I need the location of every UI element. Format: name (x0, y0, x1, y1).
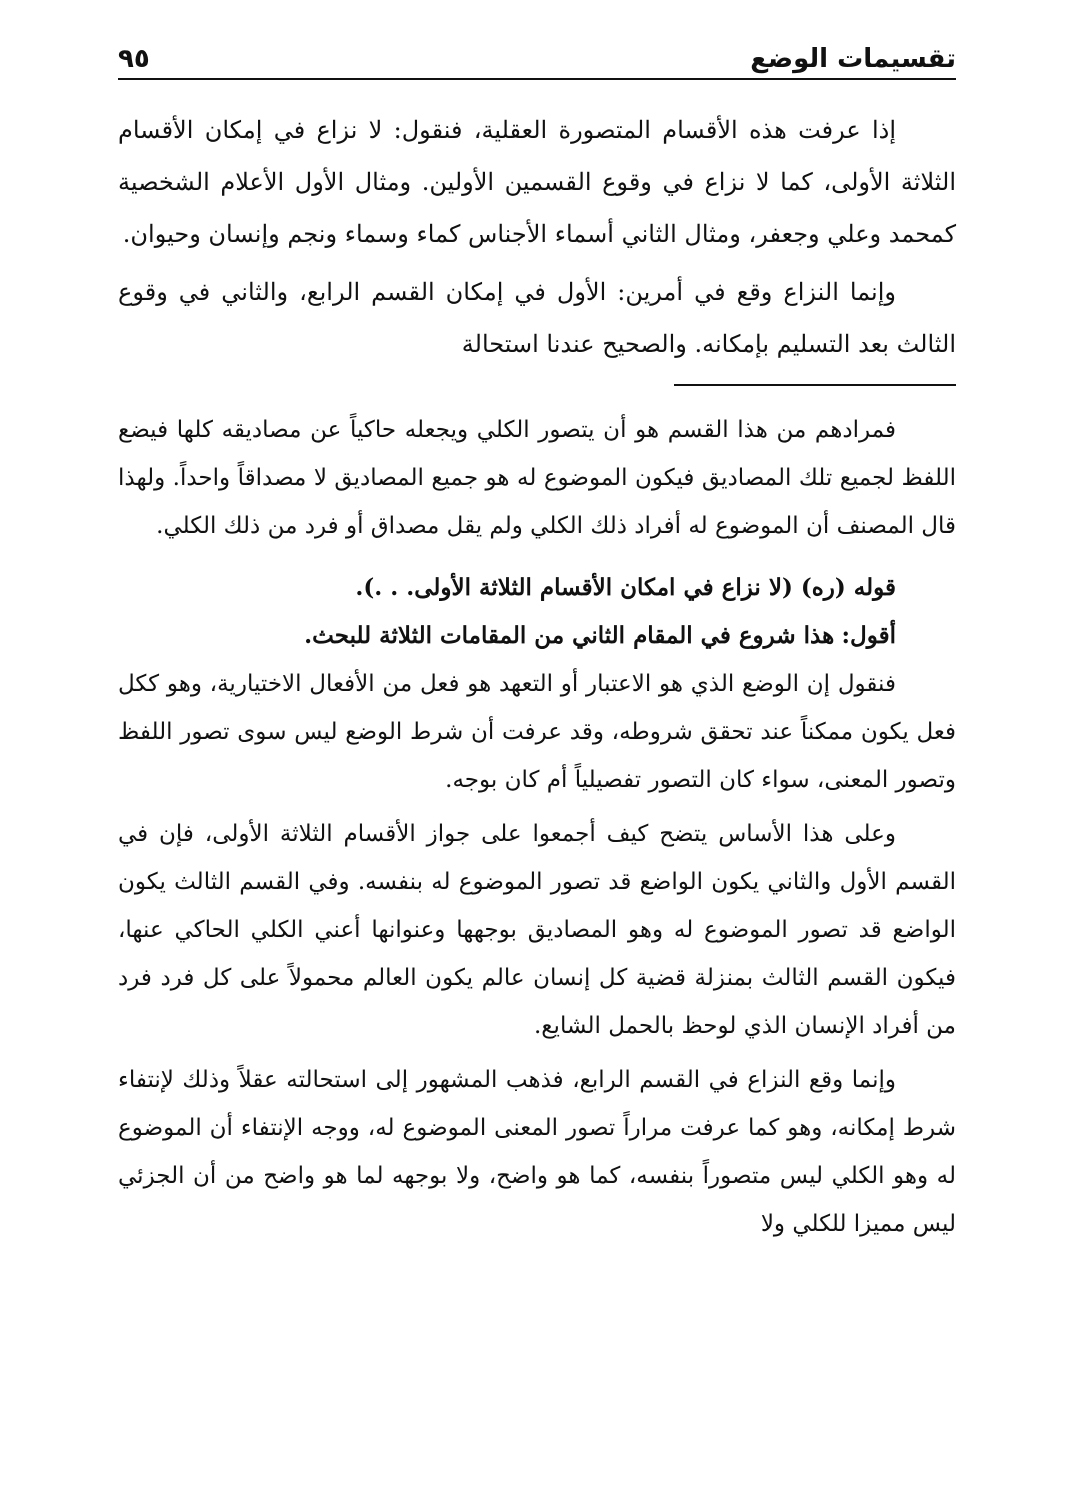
quoted-statement: قوله (ره) (لا نزاع في امكان الأقسام الثلاثة الأولى. . .). (355, 574, 896, 601)
footnote-paragraph: فنقول إن الوضع الذي هو الاعتبار أو التعهد هو فعل من الأفعال الاختيارية، وهو ككل فعل يكون ممكناً عند تحقق شروطه، وقد عرفت أن شرط الوضع ليس سوى تصور اللفظ وتصور المعنى، سواء كان التصور تفصيلياً أم كان بوجه. (118, 671, 956, 793)
footnote-paragraph: وإنما وقع النزاع في القسم الرابع، فذهب المشهور إلى استحالته عقلاً وذلك لإنتفاء شرط إمكانه، وهو كما عرفت مراراً تصور المعنى الموضوع له، ووجه الإنتفاء أن الموضوع له وهو الكلي ليس متصوراً بنفسه، كما هو واضح، ولا بوجهه لما هو واضح من أن الجزئي ليس مميزا للكلي ولا (118, 1067, 956, 1237)
main-paragraph: وإنما النزاع وقع في أمرين: الأول في إمكان القسم الرابع، والثاني في وقوع الثالث بعد التسليم بإمكانه. والصحيح عندنا استحالة (118, 278, 956, 358)
footnotes-section (118, 406, 956, 1248)
aqul-paragraph (118, 612, 956, 660)
footnote-paragraph: فمرادهم من هذا القسم هو أن يتصور الكلي ويجعله حاكياً عن مصاديقه كلها فيضع اللفظ لجميع تلك المصاديق فيكون الموضوع له هو جميع المصاديق لا مصداقاً واحداً. ولهذا قال المصنف أن الموضوع له أفراد ذلك الكلي ولم يقل مصداق أو فرد من ذلك الكلي. (118, 417, 956, 539)
page-number: ٩٥ (118, 44, 150, 74)
main-paragraph: إذا عرفت هذه الأقسام المتصورة العقلية، فنقول: لا نزاع في إمكان الأقسام الثلاثة الأولى، كما لا نزاع في وقوع القسمين الأولين. ومثال الأول الأعلام الشخصية كمحمد وعلي وجعفر، ومثال الثاني أسماء الأجناس كماء وسماء ونجم وإنسان وحيوان. (118, 116, 956, 248)
page-header (118, 30, 956, 80)
aqul-label: أقول: (841, 622, 896, 649)
footnote-separator (674, 384, 956, 386)
book-page (118, 30, 956, 1248)
main-text (118, 104, 956, 370)
running-head-title: تقسيمات الوضع (750, 44, 956, 74)
aqul-text: هذا شروع في المقام الثاني من المقامات الثلاثة للبحث. (304, 622, 835, 649)
footnote-paragraph: وعلى هذا الأساس يتضح كيف أجمعوا على جواز الأقسام الثلاثة الأولى، فإن في القسم الأول والثاني يكون الواضع قد تصور الموضوع له بنفسه. وفي القسم الثالث يكون الواضع قد تصور الموضوع له وهو المصاديق بوجهها وعنوانها أعني الكلي الحاكي عنها، فيكون القسم الثالث بمنزلة قضية كل إنسان عالم يكون العالم محمولاً على كل فرد فرد من أفراد الإنسان الذي لوحظ بالحمل الشايع. (118, 821, 956, 1039)
